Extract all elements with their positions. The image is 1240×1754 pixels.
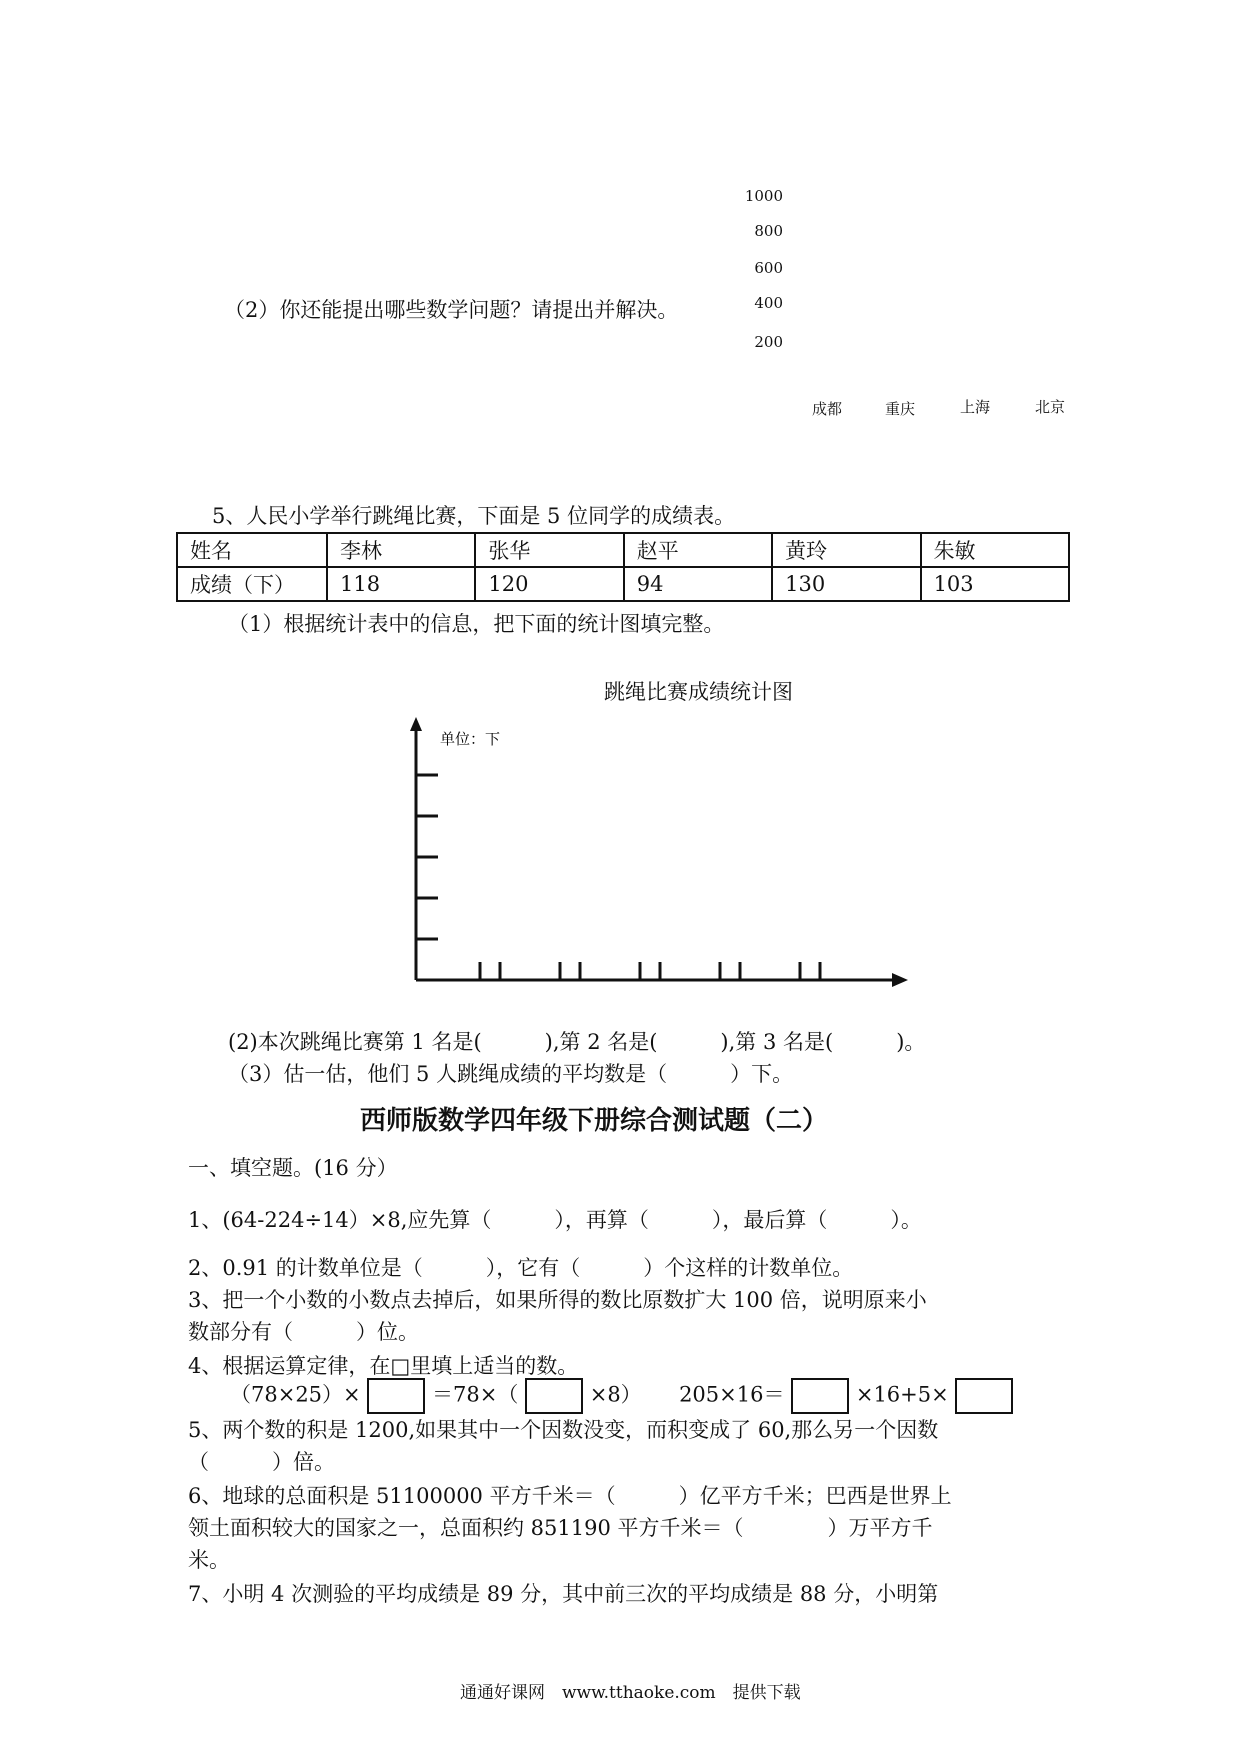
answer-box[interactable] <box>791 1378 849 1414</box>
equation-part: ×8） <box>589 1382 642 1407</box>
question-4: 4、根据运算定律，在□里填上适当的数。 <box>188 1354 579 1378</box>
table-row-header: 姓名 <box>177 533 327 567</box>
table-cell-name: 张华 <box>475 533 623 567</box>
answer-box[interactable] <box>955 1378 1013 1414</box>
table-row-header: 成绩（下） <box>177 567 327 601</box>
table-cell-score: 130 <box>772 567 920 601</box>
question-6-line2: 领土面积较大的国家之一，总面积约 851190 平方千米＝（ ）万平方千 <box>188 1516 933 1540</box>
table-cell-score: 94 <box>624 567 772 601</box>
y-tick-800: 800 <box>754 222 783 240</box>
x-axis-arrow <box>892 973 908 987</box>
question-6-line3: 米。 <box>188 1548 230 1572</box>
table-cell-score: 120 <box>475 567 623 601</box>
y-tick-1000: 1000 <box>744 187 783 205</box>
section1-heading: 一、填空题。(16 分） <box>188 1156 398 1180</box>
y-tick-400: 400 <box>754 294 783 312</box>
answer-box[interactable] <box>525 1378 583 1414</box>
chart-axes <box>410 717 908 987</box>
q5-intro: 5、人民小学举行跳绳比赛，下面是 5 位同学的成绩表。 <box>212 504 736 528</box>
q5-part1: （1）根据统计表中的信息，把下面的统计图填完整。 <box>228 612 725 636</box>
q5-part3: （3）估一估，他们 5 人跳绳成绩的平均数是（ ）下。 <box>228 1062 794 1086</box>
equation-part: ×16+5× <box>855 1382 949 1407</box>
y-tick-200: 200 <box>754 333 783 351</box>
equation-part: ＝78×（ <box>432 1382 519 1407</box>
city-label-shanghai: 上海 <box>960 398 991 416</box>
city-label-chongqing: 重庆 <box>885 400 916 418</box>
y-tick-600: 600 <box>754 259 783 277</box>
table-cell-name: 李林 <box>327 533 475 567</box>
table-row <box>177 567 1069 601</box>
q5-part2: (2)本次跳绳比赛第 1 名是( ),第 2 名是( ),第 3 名是( )。 <box>228 1030 926 1054</box>
question-1: 1、(64-224÷14）×8,应先算（ ），再算（ ），最后算（ ）。 <box>188 1208 922 1232</box>
test-title: 西师版数学四年级下册综合测试题（二） <box>360 1106 829 1136</box>
score-table <box>176 532 1070 602</box>
q4-part2: （2）你还能提出哪些数学问题？请提出并解决。 <box>224 298 679 322</box>
question-6-line1: 6、地球的总面积是 51100000 平方千米＝（ ）亿平方千米；巴西是世界上 <box>188 1484 952 1508</box>
y-axis-arrow <box>410 717 422 731</box>
table-cell-name: 朱敏 <box>921 533 1069 567</box>
footer-text: 通通好课网 www.tthaoke.com 提供下载 <box>460 1683 801 1703</box>
question-4-equations <box>230 1378 1013 1414</box>
city-label-beijing: 北京 <box>1035 398 1066 416</box>
question-7: 7、小明 4 次测验的平均成绩是 89 分，其中前三次的平均成绩是 88 分，小明第 <box>188 1582 939 1606</box>
city-label-chengdu: 成都 <box>812 400 843 418</box>
question-5-line1: 5、两个数的积是 1200,如果其中一个因数没变，而积变成了 60,那么另一个因数 <box>188 1418 939 1442</box>
table-cell-name: 赵平 <box>624 533 772 567</box>
chart-unit-label: 单位：下 <box>440 730 501 748</box>
answer-box[interactable] <box>367 1378 425 1414</box>
equation-part: （78×25）× <box>230 1382 361 1407</box>
question-5-line2: （ ）倍。 <box>188 1450 335 1474</box>
question-3-line1: 3、把一个小数的小数点去掉后，如果所得的数比原数扩大 100 倍，说明原来小 <box>188 1288 927 1312</box>
question-3-line2: 数部分有（ ）位。 <box>188 1320 419 1344</box>
jump-rope-chart <box>400 715 920 1005</box>
table-cell-score: 103 <box>921 567 1069 601</box>
table-cell-name: 黄玲 <box>772 533 920 567</box>
equation-part: 205×16＝ <box>679 1382 785 1407</box>
chart-title: 跳绳比赛成绩统计图 <box>604 680 793 704</box>
table-row <box>177 533 1069 567</box>
table-cell-score: 118 <box>327 567 475 601</box>
question-2: 2、0.91 的计数单位是（ ），它有（ ）个这样的计数单位。 <box>188 1256 854 1280</box>
